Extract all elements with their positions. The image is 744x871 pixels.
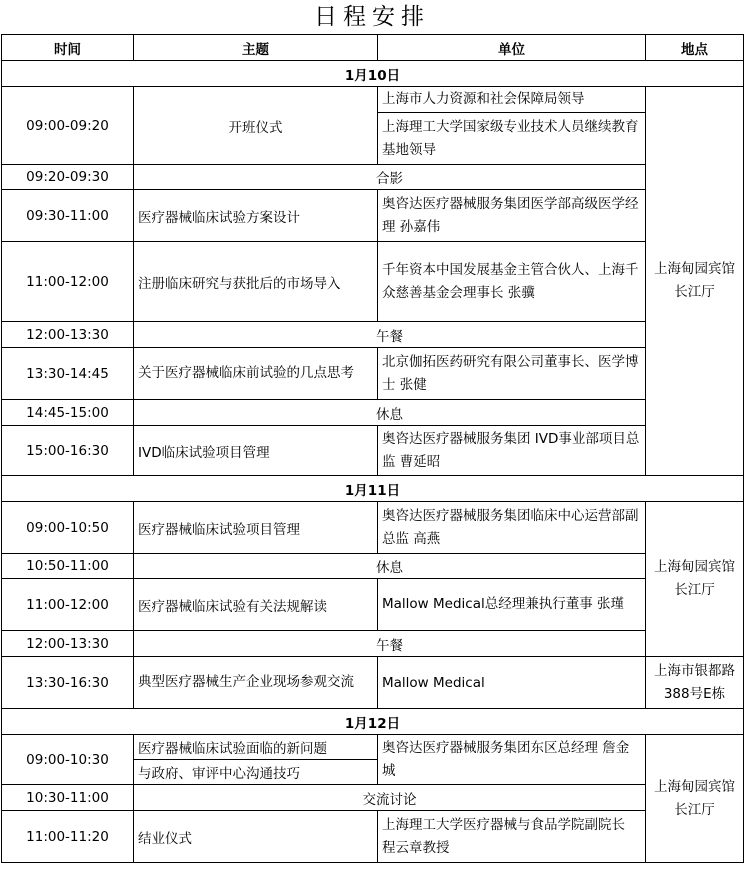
unit-cell: 奥咨达医疗器械服务集团 IVD事业部项目总监 曹延昭 [378,426,646,476]
table-row [2,426,744,476]
time-cell: 11:00-11:20 [2,811,134,863]
venue-cell: 上海甸园宾馆长江厅 [646,87,744,476]
time-cell: 11:00-12:00 [2,579,134,631]
topic-cell: 开班仪式 [134,87,378,165]
topic-cell: 医疗器械临床试验有关法规解读 [134,579,378,631]
table-row [2,190,744,242]
venue-cell: 上海甸园宾馆长江厅 [646,502,744,657]
time-cell: 13:30-16:30 [2,657,134,709]
day-row [2,476,744,502]
span-cell: 休息 [134,400,646,426]
table-row [2,735,744,760]
time-cell: 10:50-11:00 [2,554,134,579]
topic-cell: 医疗器械临床试验方案设计 [134,190,378,242]
table-row [2,631,744,657]
time-cell: 09:20-09:30 [2,165,134,190]
time-cell: 12:00-13:30 [2,322,134,348]
unit-cell: 北京伽拓医药研究有限公司董事长、医学博士 张健 [378,348,646,400]
table-row [2,657,744,709]
unit-cell: 奥咨达医疗器械服务集团东区总经理 詹金城 [378,735,646,785]
topic-cell: 医疗器械临床试验项目管理 [134,502,378,554]
unit-cell: Mallow Medical [378,657,646,709]
unit-cell: Mallow Medical总经理兼执行董事 张瑾 [378,579,646,631]
span-cell: 交流讨论 [134,785,646,811]
time-cell: 10:30-11:00 [2,785,134,811]
topic-cell: 注册临床研究与获批后的市场导入 [134,242,378,322]
schedule-table [1,34,744,863]
header-row [2,35,744,61]
day-row [2,61,744,87]
table-row [2,348,744,400]
time-cell: 11:00-12:00 [2,242,134,322]
span-cell: 午餐 [134,322,646,348]
venue-cell: 上海甸园宾馆长江厅 [646,735,744,863]
header-topic: 主题 [134,35,378,61]
table-row [2,242,744,322]
venue-cell: 上海市银都路388号E栋 [646,657,744,709]
time-cell: 09:00-10:30 [2,735,134,785]
topic-cell: 与政府、审评中心沟通技巧 [134,760,378,785]
table-row [2,400,744,426]
time-cell: 14:45-15:00 [2,400,134,426]
table-row [2,554,744,579]
table-row [2,322,744,348]
unit-cell: 上海理工大学医疗器械与食品学院副院长 程云章教授 [378,811,646,863]
span-cell: 休息 [134,554,646,579]
day-row [2,709,744,735]
span-cell: 午餐 [134,631,646,657]
time-cell: 15:00-16:30 [2,426,134,476]
table-row [2,811,744,863]
unit-cell: 千年资本中国发展基金主管合伙人、上海千众慈善基金会理事长 张骥 [378,242,646,322]
header-unit: 单位 [378,35,646,61]
unit-cell: 奥咨达医疗器械服务集团临床中心运营部副总监 高燕 [378,502,646,554]
table-row [2,579,744,631]
time-cell: 09:00-10:50 [2,502,134,554]
table-row [2,502,744,554]
page-title: 日程安排 [314,4,430,30]
table-row [2,87,744,113]
table-row [2,165,744,190]
day-date: 1月12日 [2,709,744,735]
topic-cell: 关于医疗器械临床前试验的几点思考 [134,348,378,400]
header-time: 时间 [2,35,134,61]
unit-cell: 上海市人力资源和社会保障局领导 [378,87,646,113]
header-venue: 地点 [646,35,744,61]
time-cell: 09:30-11:00 [2,190,134,242]
span-cell: 合影 [134,165,646,190]
topic-cell: IVD临床试验项目管理 [134,426,378,476]
time-cell: 09:00-09:20 [2,87,134,165]
unit-cell: 奥咨达医疗器械服务集团医学部高级医学经理 孙嘉伟 [378,190,646,242]
day-date: 1月11日 [2,476,744,502]
day-date: 1月10日 [2,61,744,87]
unit-cell: 上海理工大学国家级专业技术人员继续教育基地领导 [378,113,646,165]
topic-cell: 典型医疗器械生产企业现场参观交流 [134,657,378,709]
topic-cell: 医疗器械临床试验面临的新问题 [134,735,378,760]
time-cell: 13:30-14:45 [2,348,134,400]
time-cell: 12:00-13:30 [2,631,134,657]
table-row [2,785,744,811]
topic-cell: 结业仪式 [134,811,378,863]
